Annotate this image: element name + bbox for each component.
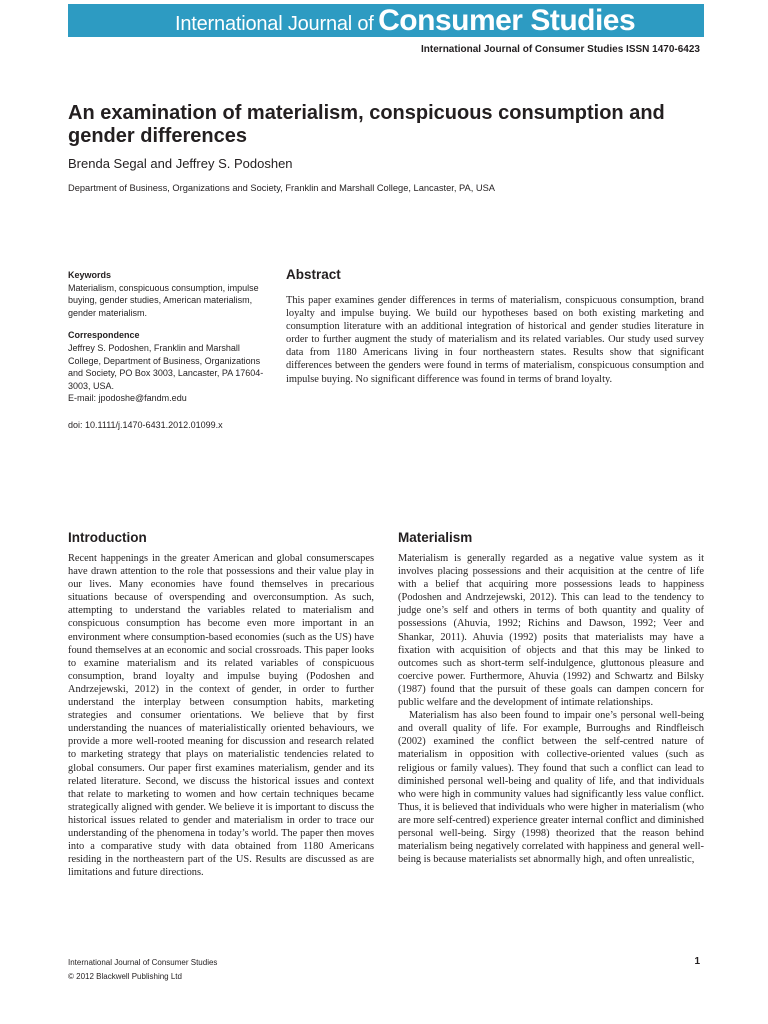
banner-journal-name: Consumer Studies [378, 4, 636, 37]
article-meta [68, 269, 268, 432]
article-title: An examination of materialism, conspicuous consumption and gender differences [68, 102, 665, 147]
journal-banner [68, 4, 704, 37]
issn-line: International Journal of Consumer Studies ISSN 1470-6423 [421, 44, 700, 55]
author-affiliation: Department of Business, Organizations and Society, Franklin and Marshall College, Lancaster, PA, USA [68, 183, 496, 193]
introduction-section [68, 530, 374, 879]
footer-copyright: © 2012 Blackwell Publishing Ltd [68, 972, 182, 981]
page-footer [68, 956, 217, 984]
footer-journal: International Journal of Consumer Studies [68, 958, 218, 967]
correspondence-email: E-mail: jpodoshe@fandm.edu [68, 393, 187, 404]
materialism-paragraph-1: Materialism is generally regarded as a negative value system as it involves placing possessions and their acquisition at the centre of life with a belief that acquiring more possessions leads to happiness (Podoshen and Andrzejewski, 2012). This can lead to the tendency to judge one’s self and others in terms of both quantity and quality of possessions (Ahuvia, 1992; Richins and Dawson, 1992; Veer and Shankar, 2011). Ahuvia (1992) posits that materialists may have a fixation with acquisition of objects and that this may be linked to outcomes such as short-term self-indulgence, gluttonous pleasure and coercive power. Furthermore, Ahuvia (1992) and Schwartz and Bilsky (1987) found that the pursuit of these goals can dampen concern for public welfare and the development of intimate relationships. [398, 553, 704, 709]
keywords-text: Materialism, conspicuous consumption, impulse buying, gender studies, American materialism, gender materialism. [68, 282, 259, 318]
article-authors: Brenda Segal and Jeffrey S. Podoshen [68, 156, 293, 171]
page-number: 1 [694, 956, 700, 967]
materialism-heading: Materialism [398, 530, 473, 545]
introduction-paragraph: Recent happenings in the greater American and global consumerscapes have drawn attention to the role that possessions and their value play in our lives. Many economies have found themselves in precarious situations because of overspending and overconsumption. As such, attempting to understand the variables related to materialism and conspicuous consumption has become even more important in an environment where consumption-based economies (such as the US) have found themselves at an economic and social crossroads. This paper looks to examine materialism and its related variables of conspicuous consumption, brand loyalty and impulse buying (Podoshen and Andrzejewski, 2012) in the context of gender, in order to further understand the interplay between consumption habits, marketing strategies and consumer orientations. We believe that by first understanding the nuances of materialistically oriented behaviours, we provide a more well-rooted meaning for discussion and research related to marketing strategy that plays on materialistic tendencies related to global consumers. Our paper first examines materialism, gender and its related literature. Second, we discuss the historical issues and context that relate to marketing to women and how certain techniques became strategically aligned with gender. We believe it is important to discuss the historical issues related to gender and materialism in order to trace our understanding of the phenomena in today’s world. The paper then moves into a comparative study with data obtained from 1180 Americans residing in the northeastern part of the US. Results are discussed as are limitations and future directions. [68, 553, 374, 879]
journal-banner-text [175, 4, 635, 37]
correspondence-block [68, 329, 268, 405]
materialism-paragraph-2: Materialism has also been found to impair one’s personal well-being and overall quality of life. For example, Burroughs and Rindfleisch (2002) examined the conflict between the self-centred nature of materialism in opposition with collective-oriented values (such as religious or family values). They found that such a conflict can lead to diminished personal well-being and quality of life, and that individuals who were high in community values had significantly less value conflict. Thus, it is believed that individuals who were higher in materialism (who are more self-centred) experience greater internal conflict and diminished personal well-being. Sirgy (1998) theorized that the reason behind materialism being negatively correlated with happiness and general well-being is because materialists set abnormally high, and often unrealistic, [398, 710, 704, 866]
materialism-section [398, 530, 704, 866]
correspondence-text: Jeffrey S. Podoshen, Franklin and Marshall College, Department of Business, Organizations and Society, PO Box 3003, Lancaster, PA 17604-3003, USA. [68, 342, 264, 391]
abstract-text: This paper examines gender differences in terms of materialism, conspicuous consumption, brand loyalty and impulse buying. We build our hypotheses based on both existing marketing and consumption literature with an additional integration of historical and gender studies literature in order to further augment the study of materialism and its related variables. Our study used survey data from 1180 Americans living in four northeastern states. Results show that significant differences between the genders were found in terms of materialism, conspicuous consumption and impulse buying. No significant difference was found in terms of brand loyalty. [286, 295, 704, 385]
correspondence-heading: Correspondence [68, 330, 140, 341]
keywords-heading: Keywords [68, 270, 112, 280]
doi: doi: 10.1111/j.1470-6431.2012.01099.x [68, 419, 223, 430]
abstract-heading: Abstract [286, 267, 341, 282]
keywords-block [68, 269, 268, 319]
banner-prefix: International Journal of [175, 13, 374, 35]
introduction-heading: Introduction [68, 530, 147, 545]
